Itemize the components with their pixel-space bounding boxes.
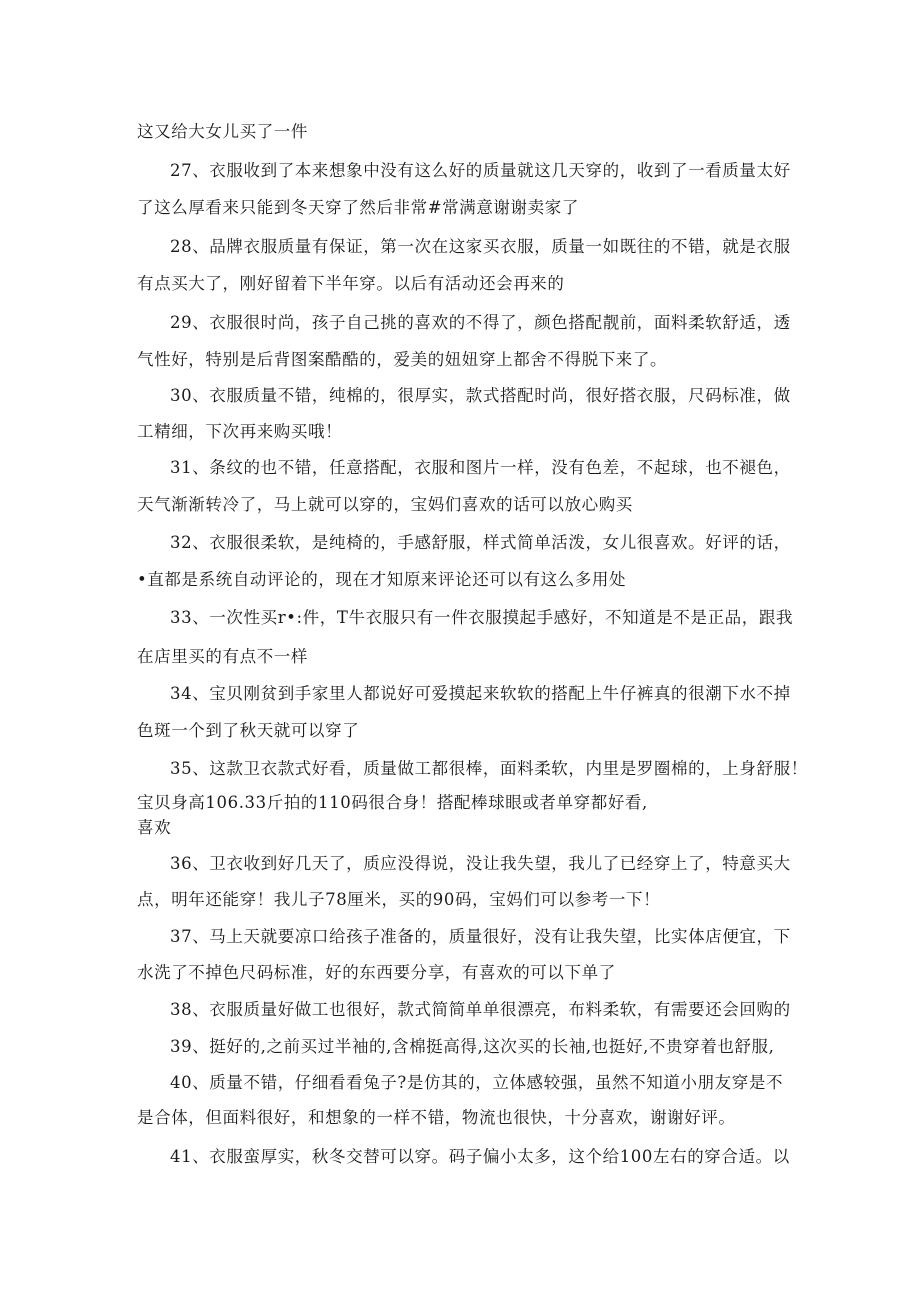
review-37-line-1: 37、马上天就要凉口给孩子准备的，质量很好，没有让我失望，比实体店便宜，下 bbox=[170, 927, 791, 946]
review-36-line-1: 36、卫衣收到好几天了，质应没得说，没让我失望，我儿了已经穿上了，特意买大 bbox=[170, 854, 791, 873]
review-35-line-2: 宝贝身高106.33斤拍的110码很合身！搭配棒球眼或者单穿都好看, bbox=[137, 793, 648, 812]
review-29-line-1: 29、衣服很时尚，孩子自己挑的喜欢的不得了，颜色搭配靓前，面料柔软舒适，透 bbox=[170, 313, 791, 332]
review-30-line-1: 30、衣服质量不错，纯棉的，很厚实，款式搭配时尚，很好搭衣服，尺码标准，做 bbox=[170, 386, 791, 405]
review-33-line-1: 33、一次性买r•:件，T牛衣服只有一件衣服摸起手感好，不知道是不是正品，跟我 bbox=[170, 608, 794, 627]
review-37-line-2: 水洗了不掉色尺码标准，好的东西要分享，有喜欢的可以下单了 bbox=[137, 963, 616, 982]
review-27-line-1: 27、衣服收到了本来想象中没有这么好的质量就这几天穿的，收到了一看质量太好 bbox=[170, 161, 791, 180]
review-31-line-1: 31、条纹的也不错，任意搭配，衣服和图片一样，没有色差，不起球，也不褪色， bbox=[170, 458, 791, 477]
review-36-line-2: 点，明年还能穿！我儿子78厘米，买的90码，宝妈们可以参考一下！ bbox=[137, 890, 661, 909]
review-29-line-2: 气性好，特别是后背图案酷酷的，爱美的妞妞穿上都舍不得脱下来了。 bbox=[137, 350, 668, 369]
review-40-line-1: 40、质量不错，仔细看看兔子?是仿其的，立体感较强，虽然不知道小朋友穿是不 bbox=[170, 1073, 784, 1092]
review-32-line-2: •直都是系统自动评论的，现在才知原来评论还可以有这么多用处 bbox=[137, 570, 627, 589]
review-28-line-2: 有点买大了，刚好留着下半年穿。以后有活动还会再来的 bbox=[137, 274, 565, 293]
review-34-line-1: 34、宝贝刚贫到手家里人都说好可爱摸起来软软的搭配上牛仔裤真的很潮下水不掉 bbox=[170, 684, 791, 703]
review-35-line-3: 喜欢 bbox=[137, 818, 172, 837]
review-39-line-1: 39、挺好的,之前买过半袖的,含棉挺高得,这次买的长袖,也挺好,不贵穿着也舒服, bbox=[170, 1037, 775, 1056]
review-34-line-2: 色斑一个到了秋天就可以穿了 bbox=[137, 721, 360, 740]
review-32-line-1: 32、衣服很柔软，是纯椅的，手感舒服，样式简单活泼，女儿很喜欢。好评的话， bbox=[170, 533, 791, 552]
review-30-line-2: 工精细，下次再来购买哦！ bbox=[137, 422, 343, 441]
review-41-line-1: 41、衣服蛮厚实，秋冬交替可以穿。码子偏小太多，这个给100左右的穿合适。以 bbox=[170, 1147, 790, 1166]
review-38-line-1: 38、衣服质量好做工也很好，款式简简单单很漂亮，布料柔软，有需要还会回购的 bbox=[170, 1000, 791, 1019]
text-line: 这又给大女儿买了一件 bbox=[137, 122, 308, 141]
review-31-line-2: 天气渐渐转冷了，马上就可以穿的，宝妈们喜欢的话可以放心购买 bbox=[137, 495, 633, 514]
review-33-line-2: 在店里买的有点不一样 bbox=[137, 647, 308, 666]
review-28-line-1: 28、品牌衣服质量有保证，第一次在这家买衣服，质量一如既往的不错，就是衣服 bbox=[170, 237, 791, 256]
review-40-line-2: 是合体，但面料很好，和想象的一样不错，物流也很快，十分喜欢，谢谢好评。 bbox=[137, 1108, 736, 1127]
review-35-line-1: 35、这款卫衣款式好看，质量做工都很棒，面料柔软，内里是罗圈棉的，上身舒服！ bbox=[170, 759, 808, 778]
review-27-line-2: 了这么厚看来只能到冬天穿了然后非常#常满意谢谢卖家了 bbox=[137, 198, 579, 217]
